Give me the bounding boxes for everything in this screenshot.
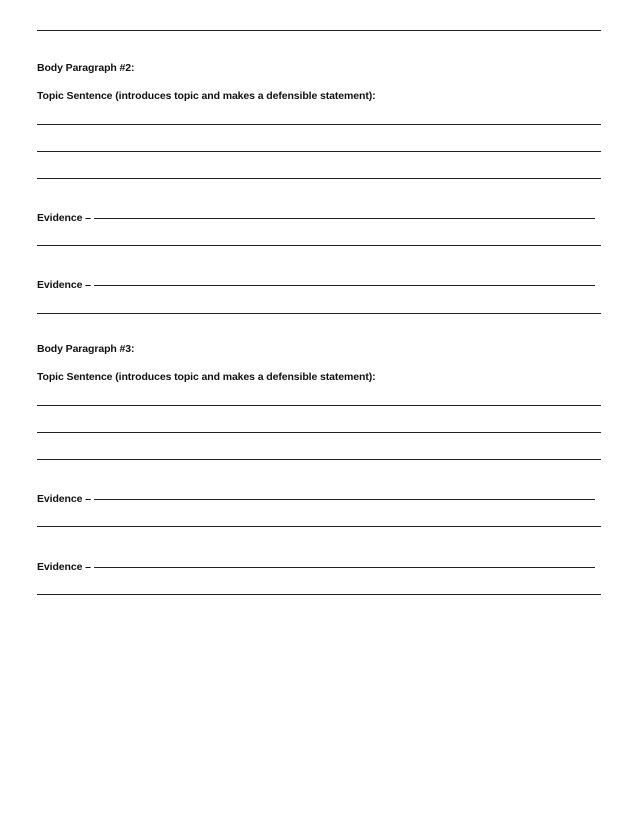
writing-line[interactable] [37,178,601,179]
section-heading: Body Paragraph #2: [37,62,135,74]
section-heading: Body Paragraph #3: [37,343,135,355]
topic-sentence-prompt: Topic Sentence (introduces topic and makes a defensible statement): [37,90,376,102]
topic-sentence-prompt: Topic Sentence (introduces topic and makes a defensible statement): [37,371,376,383]
writing-line[interactable] [37,526,601,527]
evidence-label: Evidence – [37,212,91,224]
writing-line[interactable] [37,405,601,406]
writing-line[interactable] [37,594,601,595]
writing-line[interactable] [37,30,601,31]
writing-line[interactable] [37,432,601,433]
evidence-line[interactable] [94,218,595,219]
evidence-row [37,206,595,224]
evidence-row [37,487,595,505]
evidence-label: Evidence – [37,279,91,291]
evidence-row [37,555,595,573]
evidence-line[interactable] [94,285,595,286]
evidence-label: Evidence – [37,493,91,505]
evidence-label: Evidence – [37,561,91,573]
evidence-line[interactable] [94,499,595,500]
evidence-row [37,273,595,291]
writing-line[interactable] [37,245,601,246]
evidence-line[interactable] [94,567,595,568]
writing-line[interactable] [37,124,601,125]
writing-line[interactable] [37,151,601,152]
writing-line[interactable] [37,459,601,460]
writing-line[interactable] [37,313,601,314]
